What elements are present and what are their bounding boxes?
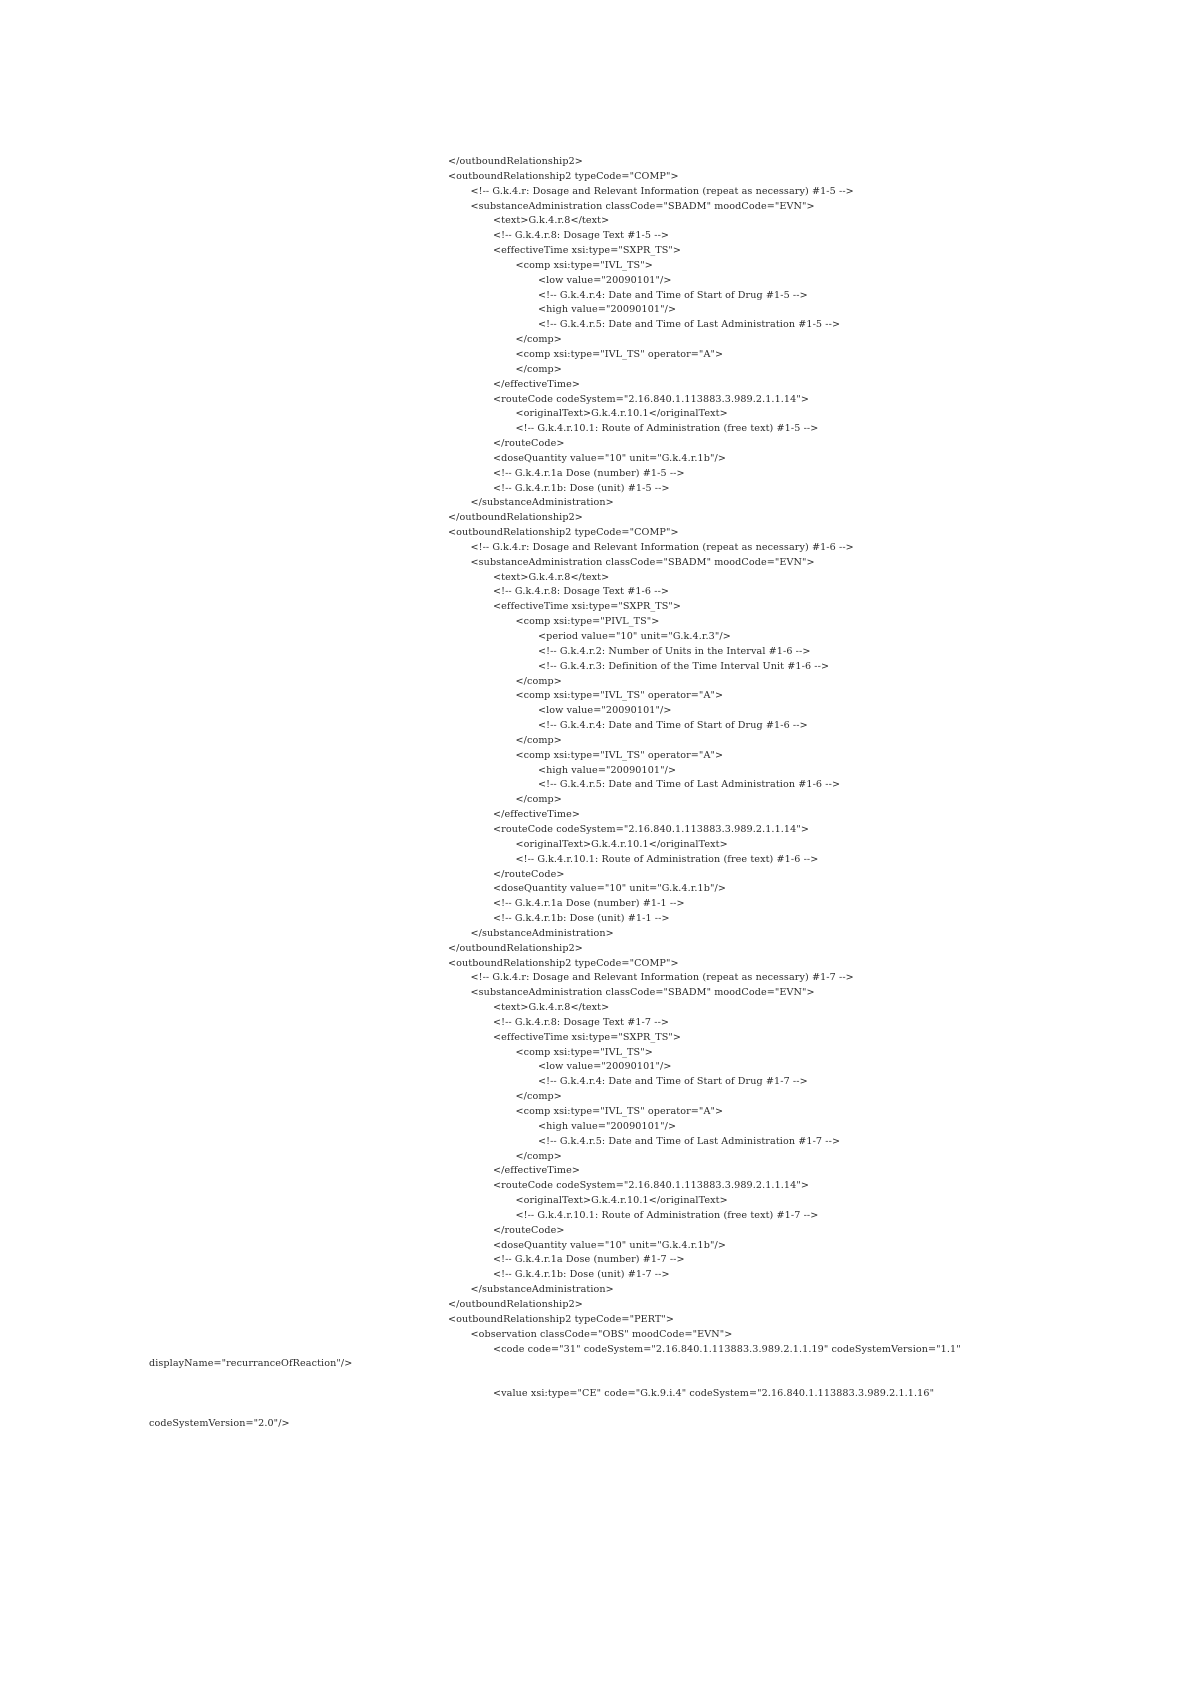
code-line: <high value="20090101"/> — [538, 1120, 677, 1132]
code-line: <!-- G.k.4.r.8: Dosage Text #1-6 --> — [493, 586, 670, 598]
code-line: <effectiveTime xsi:type="SXPR_TS"> — [493, 245, 682, 257]
code-line — [149, 1372, 1149, 1387]
code-line: <!-- G.k.4.r.1b: Dose (unit) #1-7 --> — [493, 1269, 670, 1281]
code-line: <!-- G.k.4.r.2: Number of Units in the Interval #1-6 --> — [538, 645, 811, 657]
code-line: <!-- G.k.4.r: Dosage and Relevant Information (repeat as necessary) #1-6 --> — [470, 541, 854, 553]
code-line: </comp> — [515, 363, 562, 375]
code-line: <comp xsi:type="IVL_TS"> — [515, 1046, 653, 1058]
code-line: <!-- G.k.4.r.5: Date and Time of Last Administration #1-7 --> — [538, 1135, 841, 1147]
code-line: </effectiveTime> — [493, 809, 581, 821]
code-line: <period value="10" unit="G.k.4.r.3"/> — [538, 631, 731, 642]
code-line: <comp xsi:type="IVL_TS" operator="A"> — [515, 1106, 724, 1117]
code-line: </routeCode> — [493, 1224, 565, 1236]
code-line: </outboundRelationship2> — [448, 512, 583, 524]
xml-code-listing — [149, 155, 1149, 1432]
code-line: <!-- G.k.4.r.5: Date and Time of Last Administration #1-6 --> — [538, 779, 841, 791]
code-line: <!-- G.k.4.r.5: Date and Time of Last Administration #1-5 --> — [538, 319, 841, 331]
code-line: <code code="31" codeSystem="2.16.840.1.113883.3.989.2.1.1.19" codeSystemVersion="1.1" — [493, 1343, 961, 1355]
code-line: <!-- G.k.4.r.8: Dosage Text #1-7 --> — [493, 1016, 670, 1028]
code-line: </routeCode> — [493, 438, 565, 450]
code-line: displayName="recurranceOfReaction"/> — [149, 1358, 353, 1370]
code-line: <doseQuantity value="10" unit="G.k.4.r.1b"/> — [493, 452, 726, 464]
code-line: <text>G.k.4.r.8</text> — [493, 215, 610, 227]
code-line: <outboundRelationship2 typeCode="COMP"> — [448, 957, 679, 969]
code-line: <!-- G.k.4.r: Dosage and Relevant Information (repeat as necessary) #1-7 --> — [470, 972, 854, 984]
code-line: <routeCode codeSystem="2.16.840.1.113883.3.989.2.1.1.14"> — [493, 393, 809, 405]
code-line: <!-- G.k.4.r.10.1: Route of Administration (free text) #1-7 --> — [515, 1209, 819, 1221]
code-line: <observation classCode="OBS" moodCode="EVN"> — [470, 1328, 733, 1340]
code-line: <routeCode codeSystem="2.16.840.1.113883.3.989.2.1.1.14"> — [493, 823, 809, 835]
code-line: <!-- G.k.4.r.10.1: Route of Administration (free text) #1-5 --> — [515, 423, 819, 435]
code-line: <effectiveTime xsi:type="SXPR_TS"> — [493, 1031, 682, 1043]
code-line: <comp xsi:type="PIVL_TS"> — [515, 616, 660, 628]
code-line: <originalText>G.k.4.r.10.1</originalText> — [515, 1195, 728, 1207]
code-line: <value xsi:type="CE" code="G.k.9.i.4" codeSystem="2.16.840.1.113883.3.989.2.1.1.16" — [493, 1388, 935, 1400]
code-line: <comp xsi:type="IVL_TS"> — [515, 259, 653, 271]
code-line: </comp> — [515, 675, 562, 687]
code-line: <!-- G.k.4.r.4: Date and Time of Start of Drug #1-7 --> — [538, 1076, 808, 1088]
code-line: <low value="20090101"/> — [538, 705, 672, 717]
code-line: <low value="20090101"/> — [538, 274, 672, 286]
code-line: <routeCode codeSystem="2.16.840.1.113883.3.989.2.1.1.14"> — [493, 1180, 809, 1192]
code-line: <low value="20090101"/> — [538, 1061, 672, 1073]
code-line: </substanceAdministration> — [470, 927, 614, 939]
code-line: </comp> — [515, 734, 562, 746]
code-line: <outboundRelationship2 typeCode="PERT"> — [448, 1313, 675, 1325]
code-line: </effectiveTime> — [493, 378, 581, 390]
code-line: <!-- G.k.4.r.4: Date and Time of Start of Drug #1-6 --> — [538, 720, 808, 732]
code-line: <substanceAdministration classCode="SBADM" moodCode="EVN"> — [470, 200, 815, 212]
code-line: codeSystemVersion="2.0"/> — [149, 1417, 290, 1429]
code-line: </outboundRelationship2> — [448, 156, 583, 167]
code-line: </comp> — [515, 794, 562, 806]
code-line: </outboundRelationship2> — [448, 942, 583, 954]
code-line: <!-- G.k.4.r.1b: Dose (unit) #1-5 --> — [493, 482, 670, 494]
code-line: </effectiveTime> — [493, 1165, 581, 1177]
code-line: <substanceAdministration classCode="SBADM" moodCode="EVN"> — [470, 556, 815, 568]
code-line: <comp xsi:type="IVL_TS" operator="A"> — [515, 749, 724, 761]
code-line: <!-- G.k.4.r.1b: Dose (unit) #1-1 --> — [493, 913, 670, 925]
code-line: <!-- G.k.4.r.4: Date and Time of Start of Drug #1-5 --> — [538, 289, 808, 301]
code-line: <doseQuantity value="10" unit="G.k.4.r.1b"/> — [493, 883, 726, 895]
code-line: <!-- G.k.4.r: Dosage and Relevant Information (repeat as necessary) #1-5 --> — [470, 185, 854, 197]
code-line: <!-- G.k.4.r.1a Dose (number) #1-7 --> — [493, 1254, 685, 1266]
code-line: <comp xsi:type="IVL_TS" operator="A"> — [515, 690, 724, 702]
code-line — [149, 1402, 1149, 1417]
code-line: <outboundRelationship2 typeCode="COMP"> — [448, 527, 679, 539]
code-line: <text>G.k.4.r.8</text> — [493, 571, 610, 583]
code-line: </comp> — [515, 1150, 562, 1162]
code-line: </outboundRelationship2> — [448, 1298, 583, 1310]
code-line: <!-- G.k.4.r.8: Dosage Text #1-5 --> — [493, 230, 670, 242]
code-line: <!-- G.k.4.r.3: Definition of the Time Interval Unit #1-6 --> — [538, 660, 830, 672]
code-line: </routeCode> — [493, 868, 565, 880]
code-line: <high value="20090101"/> — [538, 764, 677, 776]
code-line: </substanceAdministration> — [470, 497, 614, 509]
code-line: </comp> — [515, 1091, 562, 1103]
code-line: <high value="20090101"/> — [538, 304, 677, 316]
code-line: </comp> — [515, 334, 562, 346]
code-line: <originalText>G.k.4.r.10.1</originalText> — [515, 838, 728, 850]
code-line: <originalText>G.k.4.r.10.1</originalText> — [515, 408, 728, 420]
code-line: <effectiveTime xsi:type="SXPR_TS"> — [493, 601, 682, 613]
code-line: <outboundRelationship2 typeCode="COMP"> — [448, 170, 679, 182]
code-line: <doseQuantity value="10" unit="G.k.4.r.1b"/> — [493, 1239, 726, 1251]
code-line: <!-- G.k.4.r.1a Dose (number) #1-1 --> — [493, 898, 685, 910]
code-line: </substanceAdministration> — [470, 1284, 614, 1296]
code-line: <!-- G.k.4.r.1a Dose (number) #1-5 --> — [493, 467, 685, 479]
code-line: <substanceAdministration classCode="SBADM" moodCode="EVN"> — [470, 987, 815, 999]
code-line: <comp xsi:type="IVL_TS" operator="A"> — [515, 348, 724, 360]
code-line: <!-- G.k.4.r.10.1: Route of Administration (free text) #1-6 --> — [515, 853, 819, 865]
code-line: <text>G.k.4.r.8</text> — [493, 1002, 610, 1014]
